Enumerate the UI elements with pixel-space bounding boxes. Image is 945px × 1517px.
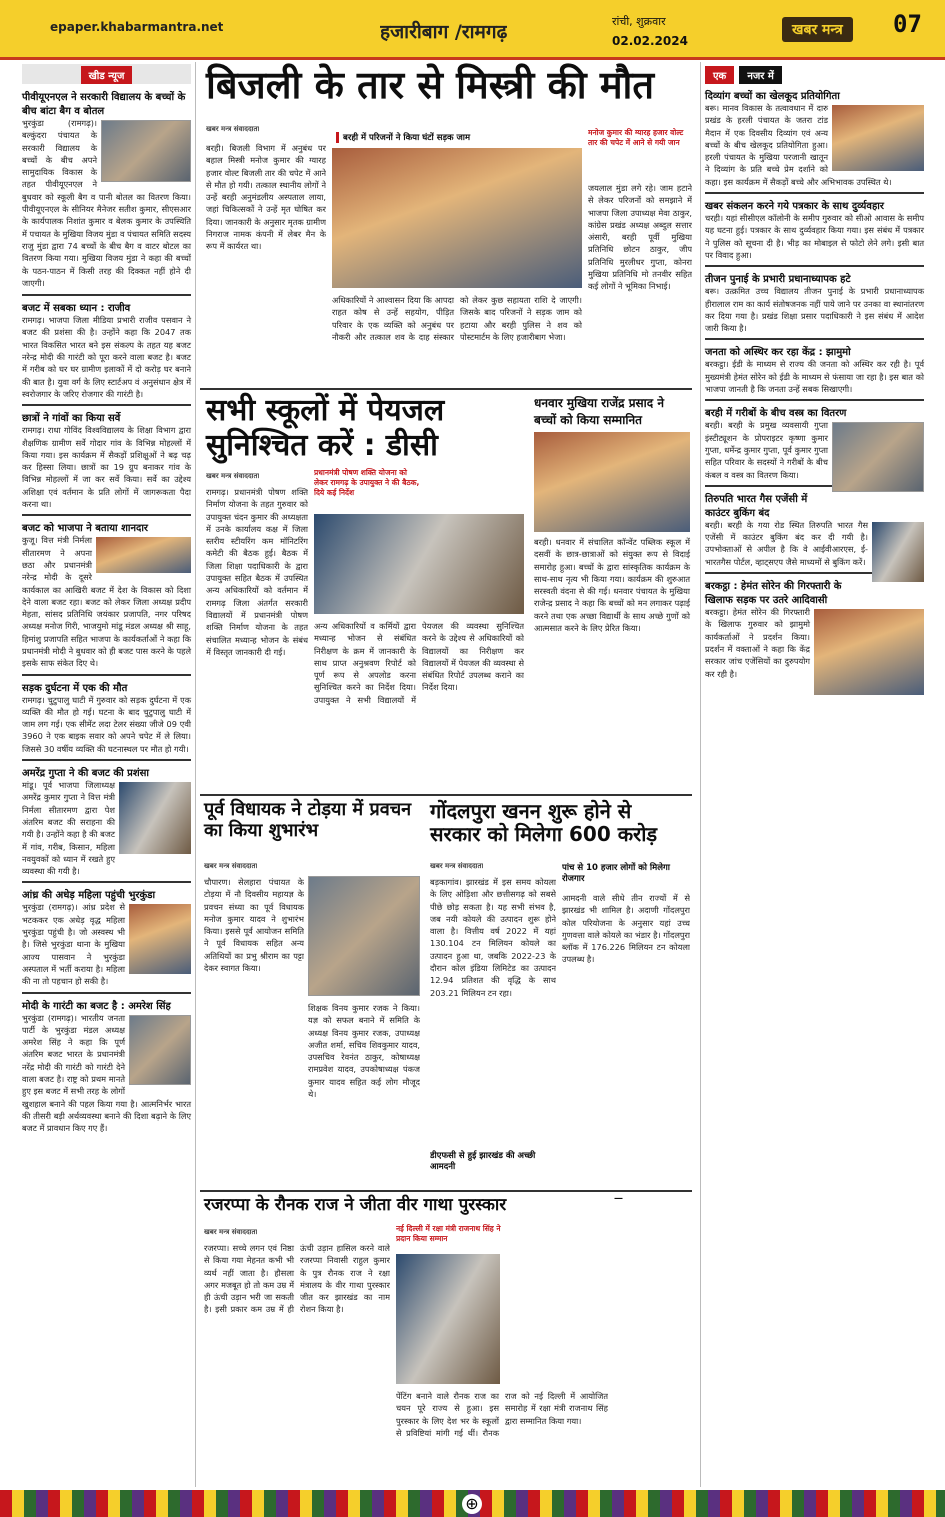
tag-ek: एक (705, 66, 734, 84)
article-body: मांडू। पूर्व भाजपा जिलाध्यक्ष अमरेंद्र कुमार गुप्ता ने वित्त मंत्री निर्मला सीतारमण द्वारा पेश अंतरिम बजट की सराहना की गयी है। उन्होंने कहा है की बजट में गांव, गरीब, किसान, महिला नवयुवकों को ध्यान में रखते हुए व्यवस्था की गयी है। (22, 780, 115, 877)
divider (705, 399, 924, 401)
section-tag: खीड न्यूज (81, 66, 133, 84)
right-column (700, 62, 928, 1487)
article-body: रजरप्पा। सच्चे लगन एवं निष्ठा से किया गया मेहनत कभी भी व्यर्थ नहीं जाता है। हौसला अगर मजबूत हो तो कम उम्र में ही ऊंची उड़ान भरी जा सकती है। इसी प्रकार कम उम्र में ही ऊंची उड़ान हासिल करने वाले रजरप्पा निवासी राहुल कुमार के पुत्र रौनक राज ने रक्षा मंत्रालय के वीर गाथा पुरस्कार जीत कर झारखंड का नाम रोशन किया है। (204, 1243, 390, 1315)
headline: तिरुपति भारत गैस एजेंसी में काउंटर बुकिंग बंद (705, 493, 808, 519)
article-body: जयलाल मुंडा लगे रहे। जाम हटाने से लेकर परिजनों को समझाने में भाजपा जिला उपाध्यक्ष मेवा ठाकुर, कांग्रेस प्रखंड अध्यक्ष अब्दुल सत्तार अंसारी, बरही पूर्वी मुखिया प्रतिनिधि छोटन ठाकुर, जीप प्रतिनिधि मुरलीधर गुप्ता, कोनरा मुखिया प्रतिनिधि मो तनवीर सहित कई लोगों ने भूमिका निभाई। (588, 183, 692, 292)
divider (22, 404, 191, 406)
city-day: रांची, शुक्रवार (612, 15, 666, 28)
protest-photo (814, 609, 924, 695)
pull-quote: मनोज कुमार की ग्यारह हजार वोल्ट तार की चपेट में आने से गयी जान (588, 128, 684, 147)
story-headline: पूर्व विधायक ने टोड़या में प्रवचन का किया शुभारंभ (204, 799, 412, 841)
divider (22, 881, 191, 883)
todya-story (200, 798, 422, 1188)
article-body: बरही। बरही के प्रमुख व्यवसायी गुप्ता इंस्टीट्यूशन के प्रोपराइटर कृष्णा कुमार गुप्ता, धर्मेन्द्र कुमार गुप्ता, पूर्व कुमार गुप्ता सहित परिवार के सदस्यों ने गरीबों के बीच कंबल व वस्त्र का वितरण किया। (705, 420, 828, 480)
portrait-photo (119, 782, 191, 854)
portrait-photo (129, 904, 191, 974)
lead-headline: बिजली के तार से मिस्त्री की मौत (206, 63, 655, 107)
divider (705, 265, 924, 267)
dc-story (200, 392, 528, 792)
byline: खबर मन्त्र संवाददाता (206, 472, 260, 480)
divider (200, 794, 692, 796)
byline: खबर मन्त्र संवाददाता (206, 125, 260, 133)
divider (22, 674, 191, 676)
headline: सड़क दुर्घटना में एक की मौत (22, 682, 128, 694)
story-headline: धनवार मुखिया राजेंद्र प्रसाद ने बच्चों को किया सम्मानित (534, 396, 664, 427)
article-body: बरही। बिजली विभाग में अनुबंध पर बहाल मिस्त्री मनोज कुमार की ग्यारह हजार वोल्ट बिजली तार की चपेट में आने से मौत हो गयी। तत्काल स्थानीय लोगों ने उन्हें बरही अनुमंडलीय अस्पताल लाया, जहां चिकित्सकों ने उन्हें मृत घोषित कर दिया। जानकारी के अनुसार मृतक ग्रामीण निगराज नामक कंपनी में लेबर मैन के रूप में कार्यरत था। (206, 143, 326, 252)
page-number: 07 (893, 10, 922, 38)
site-url[interactable]: epaper.khabarmantra.net (50, 20, 224, 34)
byline: खबर मन्त्र संवाददाता (430, 862, 484, 870)
school-photo (534, 432, 690, 532)
news-photo (96, 537, 191, 573)
pull-quote: नई दिल्ली में रक्षा मंत्री राजनाथ सिंह ने प्रदान किया सम्मान (396, 1224, 501, 1243)
article-body: बरही। बरही के गया रोड स्थित तिरुपति भारत गैस एजेंसी में काउंटर बुकिंग बंद कर दी गयी है। उपभोक्ताओं से अपील है कि वे आईवीआरएस, ई-भारतगैस पोर्टल, व्हाट्सएप जैसे माध्यमों से बुकिंग करें। (705, 519, 868, 567)
portrait-photo (872, 522, 924, 582)
headline: तीजन पुनाई के प्रभारी प्रधानाध्यापक हटे (705, 274, 851, 286)
rajrappa-story (200, 1194, 610, 1488)
headline: बरकट्ठा : हेमंत सोरेन की गिरफ्तारी के खिलाफ सड़क पर उतरे आदिवासी (705, 581, 842, 607)
headline: पीवीयूएनएल ने सरकारी विद्यालय के बच्चों के बीच बांटा बैग व बोतल (22, 92, 186, 117)
subhead: डीएफसी से हुई झारखंड की अच्छी आमदनी (430, 1151, 536, 1172)
article-body: भुरकुंडा (रामगढ़)। भारतीय जनता पार्टी के भुरकुंडा मंडल अध्यक्ष अमरेश सिंह ने कहा कि पूर्ण अंतरिम बजट भारत के प्रधानमंत्री नरेंद्र मोदी की गारंटी को गारंटी देने वाला बजट है। राष्ट्र को प्रथम मानते हुए इस बजट में सभी तरह के लोगों खुशहाल बनाने की पहल किया गया है। आत्मनिर्भर भारत की तीसरी बड़ी अर्थव्यवस्था बनाने की दिशा बढ़ाने के लिए बजट में प्रावधान किए गए हैं। (22, 1012, 191, 1134)
article-body: भुरकुंडा (रामगढ़)। आंध्र प्रदेश से भटककर एक अधेड़ वृद्ध महिला भुरकुंडा पहुंची है। जो अस्वस्थ भी है। जिसे भुरकुंडा थाना के मुखिया आज्य पासवान ने भुरकुंडा अस्पताल में भर्ती कराया है। महिला की ना तो पहचान हो सकी है। (22, 902, 125, 987)
pull-quote: प्रधानमंत्री पोषण शक्ति योजना को लेकर रामगढ़ के उपायुक्त ने की बैठक, दिये कई निर्देश (314, 468, 420, 497)
article-body: रामगढ़। चुटुपालु घाटी में गुरुवार को सड़क दुर्घटना में एक व्यक्ति की मौत हो गई। घटना के बाद चुटुपालु घाटी में जाम लग गई। एक सीमेंट लदा टेलर संख्या जीजे 09 एवी 3960 ने एक बाइक सवार को अपने चपेट में ले लिया। जिससे 30 वर्षीय व्यक्ति की घटनास्थल पर मौत हो गयी। (22, 694, 191, 754)
article-body: पेंटिंग बनाने वाले रौनक राज का चयन पूरे राज्य से हुआ। इस पुरस्कार के लिए देश भर के स्कूलों से प्रविष्टियां मांगी गई थीं। रौनक राज को नई दिल्ली में आयोजित समारोह में रक्षा मंत्री राजनाथ सिंह द्वारा सम्मानित किया गया। (396, 1391, 608, 1438)
news-photo (832, 105, 924, 171)
article-body: रामगढ़। राधा गोविंद विश्वविद्यालय के शिक्षा विभाग द्वारा शैक्षणिक ग्रामीण सर्वे गोदार गांव के विभिन्न मोहल्लों में किया गया। इस कार्यक्रम में सैकड़ों प्रशिक्षुओं ने बढ़ चढ़ कर हिस्सा लिया। छात्रों का 19 ग्रुप बनाकर गांव के विभिन्न मोहल्लों में जा कर सर्वे किया। सर्वे का उद्देश्य अशिक्षा एवं वर्तमान के प्रति लोगों में जागरूकता पैदा करना था। (22, 425, 191, 510)
story-headline: गोंदलपुरा खनन शुरू होने से सरकार को मिलेगा 600 करोड़ (430, 799, 658, 846)
event-photo (308, 876, 420, 996)
byline: खबर मन्त्र संवाददाता (204, 1228, 258, 1236)
article-body: अधिकारियों ने आश्वासन दिया कि आपदा राहत कोष से उन्हें सहयोग, पीड़ित परिवार के एक व्यक्ति को अनुबंध पर नौकरी और तत्काल शव के दाह संस्कार को लेकर कुछ सहायता राशि दे जाएगी। जिसके बाद परिजनों ने सड़क जाम को हटाया और बरही पुलिस ने शव को पोस्टमार्टम के लिए हजारीबाग भेजा। (332, 295, 582, 342)
article-body: बरू। उत्क्रमित उच्च विद्यालय तीजन पुनाई के प्रभारी प्रधानाध्यापक हीरालाल राम का कार्य संतोषजनक नहीं पाये जाने पर उनका वा स्थानांतरण कर दिया गया है। प्रखंड शिक्षा प्रसार पदाधिकारी ने इस संबंध में आदेश जारी किया है। (705, 286, 924, 334)
story-headline: — (614, 1194, 623, 1204)
article-body: रामगढ़। भाजपा जिला मीडिया प्रभारी राजीव पसवान ने बजट की प्रशंसा की है। उन्होंने कहा कि 2047 तक भारत विकसित भारत बने इस संकल्प के तहत यह बजट नरेन्द्र मोदी की गारंटी को पूरा करने वाला बजट है। बजट में गरीब को घर घर ग्रामीण इलाकों में दो करोड़ घर बनाने की बात है। युवा वर्ग के लिए स्टार्टअप वं अनुसंधान क्षेत्र में स्वरोजगार के जरिए रोजगार की गारंटी है। (22, 315, 191, 399)
meeting-photo (314, 514, 524, 614)
location-title: हजारीबाग /रामगढ़ (380, 21, 508, 43)
headline: मोदी के गारंटी का बजट है : अमरेश सिंह (22, 1000, 171, 1012)
article-body: रामगढ़। प्रधानमंत्री पोषण शक्ति निर्माण योजना के तहत गुरुवार को उपायुक्त चंदन कुमार की अध्यक्षता में उनके कार्यालय कक्ष में जिला स्तरीय स्टीयरिंग कम मॉनिटरिंग कमेटी की बैठक हुई। बैठक में जिला शिक्षा पदाधिकारी के द्वारा उपायुक्त सहित बैठक में उपस्थित अन्य अधिकारियों को वर्तमान में रामगढ़ जिला अंतर्गत सरकारी विद्यालयों में प्रधानमंत्री पोषण शक्ति निर्माण योजना के तहत संचालित मध्यान्ह भोजन के संबंध में विस्तृत जानकारी दी गई। (206, 487, 308, 657)
gondalpura-story (426, 798, 692, 1188)
issue-date: 02.02.2024 (612, 34, 688, 48)
divider (200, 388, 692, 390)
article-body: बरू। मानव विकास के तत्वावधान में दारु प्रखंड के हरली पंचायत के जतरा टांड मैदान में एक दिवसीय दिव्यांग एवं अन्य बच्चों के बीच खेलकूद प्रतियोगिता हुआ। हरली पंचायत के मुखिया परजानी खातून ने दिव्यांग के प्रति बच्चे प्रेम दर्शाने को कहा। इस कार्यक्रम में सैकड़ों बच्चे और अभिभावक उपस्थित थे। (705, 103, 892, 187)
headline: बरही में गरीबों के बीच वस्त्र का वितरण (705, 408, 847, 420)
union-story (614, 1194, 692, 1488)
dhanwar-story (532, 392, 692, 792)
divider (22, 759, 191, 761)
registration-mark-icon: ⊕ (462, 1494, 482, 1514)
article-body: बरही। धनवार में संचालित कॉन्वेंट पब्लिक स्कूल में दसवीं के छात्र-छात्राओं को संयुक्त रूप से विदाई समारोह हुआ। बच्चों के द्वारा सांस्कृतिक कार्यक्रम के साथ-साथ नृत्य भी किया गया। कार्यक्रम की शुरुआत सरस्वती वंदना से की गई। धनवार पंचायत के मुखिया राजेन्द्र प्रसाद ने कहा कि बच्चों को मन लगाकर पढ़ाई करने तथा एक अच्छा विद्यार्थी के साथ अच्छे गुणों को आत्मसात करने के लिए प्रेरित किया। (534, 537, 690, 634)
headline: बजट में सबका ध्यान : राजीव (22, 303, 131, 315)
byline: खबर मन्त्र संवाददाता (204, 862, 258, 870)
headline: छात्रों ने गांवों का किया सर्वे (22, 413, 121, 425)
tag-nazar: नजर में (739, 66, 782, 84)
divider (22, 992, 191, 994)
article-body: चौपारण। सेलहारा पंचायत के टोड़या में नौ दिवसीय महायज्ञ के प्रवचन संध्या का पूर्व विधायक मनोज कुमार यादव ने शुभारंभ किया। इससे पूर्व आयोजन समिति ने पूर्व विधायक सहित अन्य अतिथियों का प्रभु श्रीराम का पट्टा देकर स्वागत किया। (204, 877, 304, 974)
article-body: बड़कागांव। झारखंड में इस समय कोयला के लिए ओड़िशा और छत्तीसगढ़ को सबसे पीछे छोड़ सकता है। यह सभी संभव है, जब नयी कोयले की उत्पादन शुरू होने वाला है। वित्तीय वर्ष 2022 में यहां 130.104 टन मिलियन कोयले का उत्पादन हुआ था, जबकि 2022-23 के दौरान कोल इंडिया लिमिटेड का उत्पादन 12.94 प्रतिशत की वृद्धि के साथ 203.21 मिलियन टन रहा। (430, 877, 556, 998)
headline: जनता को अस्थिर कर रहा केंद्र : झामुमो (705, 347, 851, 359)
article-body: आमदनी वाले सीधे तीन राज्यों में से झारखंड भी शामिल है। अदाणी गोंदलपुरा कोल परियोजना के अनुसार यहां उच्च गुणवत्ता वाले कोयले का भंडार है। गोंदलपुरा ब्लॉक में 176.226 मिलियन टन कोयला उपलब्ध है। (562, 893, 690, 965)
article-body: चरही। यहां सीसीएल कॉलोनी के समीप गुरुवार को सीओ आवास के समीप यह घटना हुई। पत्रकार के साथ दुर्व्यवहार किया गया। इस संबंध में पत्रकार ने पुलिस को सूचना दी है। भीड़ का मोबाइल से फोटो लेने लगे। इसी बात पर विवाद हुआ। (705, 213, 924, 260)
headline: आंध्र की अधेड़ महिला पहुंची भुरकुंडा (22, 890, 156, 902)
photo-caption: बरही में परिजनों ने किया घंटों सड़क जाम (336, 132, 496, 143)
article-body: बरकट्ठा। ईडी के माध्यम से राज्य की जनता को अस्थिर कर रही है। पूर्व मुख्यमंत्री हेमंत सोरेन को ईडी के माध्यम से फंसाया जा रहा है। इस बात को भाजपा जानती है कि जनता उन्हें सबक सिखाएगी। (705, 359, 924, 395)
divider (200, 1190, 692, 1192)
story-headline: सभी स्कूलों में पेयजल सुनिश्चित करें : डीसी (206, 393, 445, 463)
news-photo (101, 120, 191, 182)
divider (705, 192, 924, 194)
headline: दिव्यांग बच्चों का खेलकूद प्रतियोगिता (705, 91, 840, 102)
lead-photo (332, 148, 582, 288)
headline: अमरेंद्र गुप्ता ने की बजट की प्रशंसा (22, 768, 150, 780)
divider (22, 514, 191, 516)
article-body: शिक्षक विनय कुमार रजक ने किया। यज्ञ को सफल बनाने में समिति के अध्यक्ष विनय कुमार रजक, उपाध्यक्ष अजीत शर्मा, सचिव शिवकुमार यादव, उपसचिव रेवनंत ठाकुर, कोषाध्यक्ष रामप्रवेश यादव, उपकोषाध्यक्ष पंकज कुमार यादव सहित कई लोग मौजूद थे। (308, 1003, 420, 1100)
left-column (18, 62, 196, 1487)
article-body: बरकट्ठा। हेमंत सोरेन की गिरफ्तारी के खिलाफ गुरुवार को झामुमो कार्यकर्ताओं ने प्रदर्शन किया। प्रदर्शन में वक्ताओं ने कहा कि केंद्र सरकार जांच एजेंसियों का दुरुपयोग कर रही है। (705, 607, 810, 679)
award-photo (396, 1254, 500, 1384)
news-photo (832, 422, 924, 492)
story-headline: रजरप्पा के रौनक राज ने जीता वीर गाथा पुरस्कार (204, 1195, 507, 1215)
brand-logo: खबर मन्त्र (782, 17, 853, 42)
article-body: भुरकुंडा (रामगढ़)। बल्कुंदरा पंचायत के सरकारी विद्यालय के बच्चों के बीच अपने सामुदायिक विकास के तहत पीवीयूएनएल ने बुधवार को स्कूली बैग व पानी बोतल का वितरण किया। पीवीयूएनएल के सीनियर मैनेजर सतीश कुमार, सीएसआर के कार्यपालक निशांत कुमार व बेलक कुमार के उपस्थिति में पचायत के मुखिया विजय मुंडा व पंचायत समिति सदस्य राजु मुंडा द्वारा 74 बच्चों के बीच बैग व वाटर बोटल का वितरण किया गया। मुखिया विजय मुंडा ने कहा की बच्चों के पठन-पाठन में किसी तरह की दिक्कत नहीं होने दी जाएगी। (22, 118, 191, 288)
portrait-photo (129, 1015, 191, 1085)
divider (705, 338, 924, 340)
lead-story (200, 62, 692, 384)
divider (22, 294, 191, 296)
headline: खबर संकलन करने गये पत्रकार के साथ दुर्व्यवहार (705, 201, 884, 213)
pull-quote: पांच से 10 हजार लोगों को मिलेगा रोजगार (562, 863, 670, 884)
article-body: कुजू। वित्त मंत्री निर्मला सीतारमण ने अपना छठा और प्रधानमंत्री नरेन्द्र मोदी के दूसरे कार्यकाल का आखिरी बजट में देश के विकास को दिशा देने वाला बजट रहा। बजट को लेकर जिला अध्यक्ष प्रदीप मेहता, सांसद प्रतिनिधि जयंकार प्रजापति, नगर परिषद अध्यक्ष मनोज गिरी, भाजयुमो मांडू मंडल अध्यक्ष श्री साहू, हिमांशु प्रजापति सहित भाजपा के कार्यकर्ताओं ने कहा कि प्रधानमंत्री मोदी ने बुधवार को ही बजट पास करने के पहले इसके साफ संकेत दिए थे। (22, 535, 191, 669)
headline: बजट को भाजपा ने बताया शानदार (22, 523, 149, 535)
article-body: अन्य अधिकारियों व कर्मियों द्वारा मध्यान्ह भोजन से संबंधित निरीक्षण के क्रम में जानकारी के साथ प्राप्त अनुश्रवण रिपोर्ट को पूर्ण रूप से अपलोड करना सुनिश्चित करने का निर्देश दिया। उपायुक्त ने सभी विद्यालयों में पेयजल की व्यवस्था सुनिश्चित करने के उद्देश्य से अधिकारियों को विद्यालयों का निरीक्षण कर विद्यालयों में पेयजल की व्यवस्था से संबंधित रिपोर्ट उपलब्ध कराने का निर्देश दिया। (314, 621, 524, 705)
